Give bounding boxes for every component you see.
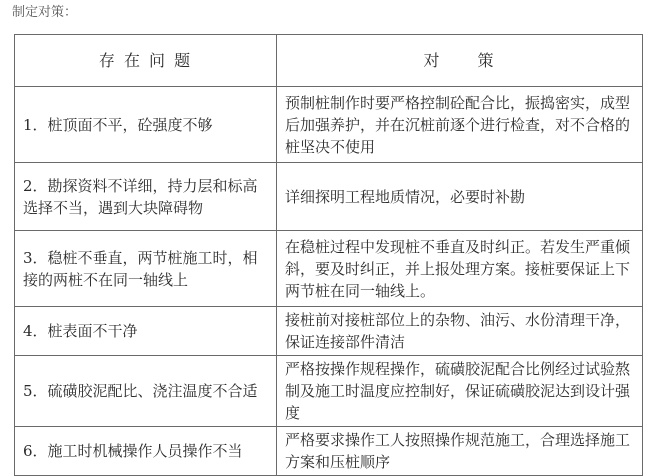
measure-cell: 预制桩制作时要严格控制砼配合比，振捣密实，成型后加强养护，并在沉桩前逐个进行检查，对不合格的桩坚决不使用 bbox=[277, 87, 643, 163]
table-row bbox=[15, 356, 643, 427]
table-row bbox=[15, 427, 643, 476]
problem-cell: 1．桩顶面不平，砼强度不够 bbox=[15, 87, 277, 163]
measure-cell: 详细探明工程地质情况，必要时补勘 bbox=[277, 163, 643, 231]
countermeasure-table bbox=[14, 34, 643, 476]
table-row bbox=[15, 307, 643, 356]
measure-cell: 在稳桩过程中发现桩不垂直及时纠正。若发生严重倾斜，要及时纠正，并上报处理方案。接桩要保证上下两节桩在同一轴线上。 bbox=[277, 231, 643, 307]
measure-cell: 严格按操作规程操作，硫磺胶泥配合比例经过试验熬制及施工时温度应控制好，保证硫磺胶泥达到设计强度 bbox=[277, 356, 643, 427]
table-row bbox=[15, 231, 643, 307]
problem-cell: 5．硫磺胶泥配比、浇注温度不合适 bbox=[15, 356, 277, 427]
header-measure: 对 策 bbox=[277, 35, 643, 87]
measure-cell: 严格要求操作工人按照操作规范施工，合理选择施工方案和压桩顺序 bbox=[277, 427, 643, 476]
problem-cell: 2．勘探资料不详细，持力层和标高选择不当，遇到大块障碍物 bbox=[15, 163, 277, 231]
table-row bbox=[15, 163, 643, 231]
problem-cell: 6．施工时机械操作人员操作不当 bbox=[15, 427, 277, 476]
problem-cell: 4．桩表面不干净 bbox=[15, 307, 277, 356]
table-row bbox=[15, 87, 643, 163]
measure-cell: 接桩前对接桩部位上的杂物、油污、水份清理干净，保证连接部件清洁 bbox=[277, 307, 643, 356]
header-problem: 存 在 问 题 bbox=[15, 35, 277, 87]
table-header-row bbox=[15, 35, 643, 87]
problem-cell: 3．稳桩不垂直，两节桩施工时，相接的两桩不在同一轴线上 bbox=[15, 231, 277, 307]
section-heading: 制定对策： bbox=[12, 5, 78, 20]
